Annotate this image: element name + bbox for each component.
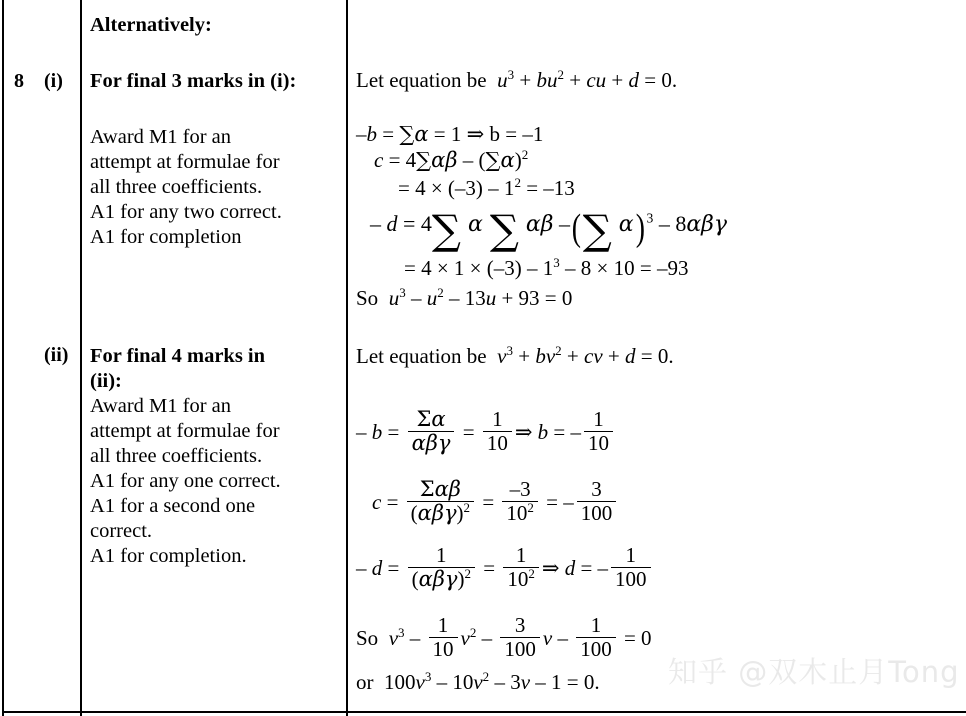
working-setup-ii: Let equation be $v^3 + bv^2$ + cv + d = 0. — [356, 343, 674, 368]
mark-line: Award M1 for an — [90, 395, 232, 417]
setup-prefix: Let equation be — [356, 344, 487, 368]
working-step-b-i: –b = ∑α = 1 ⇒ b = –1 — [356, 122, 544, 146]
so-label: So — [356, 625, 379, 650]
or-label: or — [356, 670, 374, 694]
setup-prefix: Let equation be — [356, 68, 487, 92]
mark-line: A1 for any two correct. — [90, 201, 282, 223]
working-setup-i: Let equation be $u^3 + bu^2$ + cu + d = 0. — [356, 67, 678, 92]
working-step-c-ii: c = $\frac{\text{Σαβ}}{(\alpha\beta\gamma)^2}$ = $\frac{-3}{10^2}$ = – $\frac{3}{100}$ — [372, 490, 619, 514]
so-label: So — [356, 286, 379, 310]
mark-line: A1 for any one correct. — [90, 470, 281, 492]
working-final-i: So $u^3 - u^2 - 13u + 93 = 0$ — [356, 285, 573, 310]
mark-heading-ii-line2: (ii): — [90, 370, 122, 392]
question-number: 8 — [14, 70, 24, 92]
working-step-c-i: $c = 4\sum\alpha\beta - (\sum\alpha)^2$ — [374, 147, 529, 172]
part-label-i: (i) — [44, 70, 63, 92]
mark-line: attempt at formulae for — [90, 420, 280, 442]
alternatively-heading: Alternatively: — [90, 14, 212, 36]
working-step-d-value-i: = $4 \times 1 \times (-3) - 1^3 - 8 \times 10 = -93$ — [404, 255, 689, 280]
working-step-c-value-i: = $4 \times (-3) - 1^2 = -13$ — [398, 175, 575, 200]
mark-line: A1 for completion. — [90, 545, 247, 567]
mark-heading-ii-line1: For final 4 marks in — [90, 345, 266, 367]
mark-heading-i: For final 3 marks in (i): — [90, 70, 297, 92]
part-label-ii: (ii) — [44, 344, 69, 366]
mark-line: correct. — [90, 520, 153, 542]
table-column-divider-2 — [346, 0, 348, 716]
working-step-b-ii: – b = $\frac{\Sigma\alpha}{\text{αβγ}}$ = $\frac{1}{10}$ ⇒ b = – $\frac{1}{10}$ — [356, 420, 616, 444]
mark-line: all three coefficients. — [90, 176, 263, 198]
watermark: 知乎 @双木止月Tong — [668, 655, 960, 689]
mark-line: A1 for completion — [90, 226, 242, 248]
working-step-d-i: – d = 4∑ α ∑ αβ –(∑ α) $^3$ – 8αβγ — [370, 205, 728, 254]
table-bottom-border — [2, 711, 966, 713]
mark-line: attempt at formulae for — [90, 151, 280, 173]
table-outer-left-border — [2, 0, 4, 716]
working-final-fraction-ii: So $v^3$ – $\frac{1}{10}$ $v^2$ – $\frac{3}{100}$ v – $\frac{1}{100}$ = 0 — [356, 613, 652, 661]
mark-line: all three coefficients. — [90, 445, 263, 467]
table-column-divider-1 — [80, 0, 82, 716]
working-final-integer-ii: or $100v^3 - 10v^2 - 3v - 1 = 0$. — [356, 669, 600, 694]
working-step-d-ii: – d = $\frac{1}{(\alpha\beta\gamma)^2}$ = $\frac{1}{10^2}$ ⇒ d = – $\frac{1}{100}$ — [356, 556, 654, 580]
mark-line: A1 for a second one — [90, 495, 256, 517]
mark-line: Award M1 for an — [90, 126, 232, 148]
